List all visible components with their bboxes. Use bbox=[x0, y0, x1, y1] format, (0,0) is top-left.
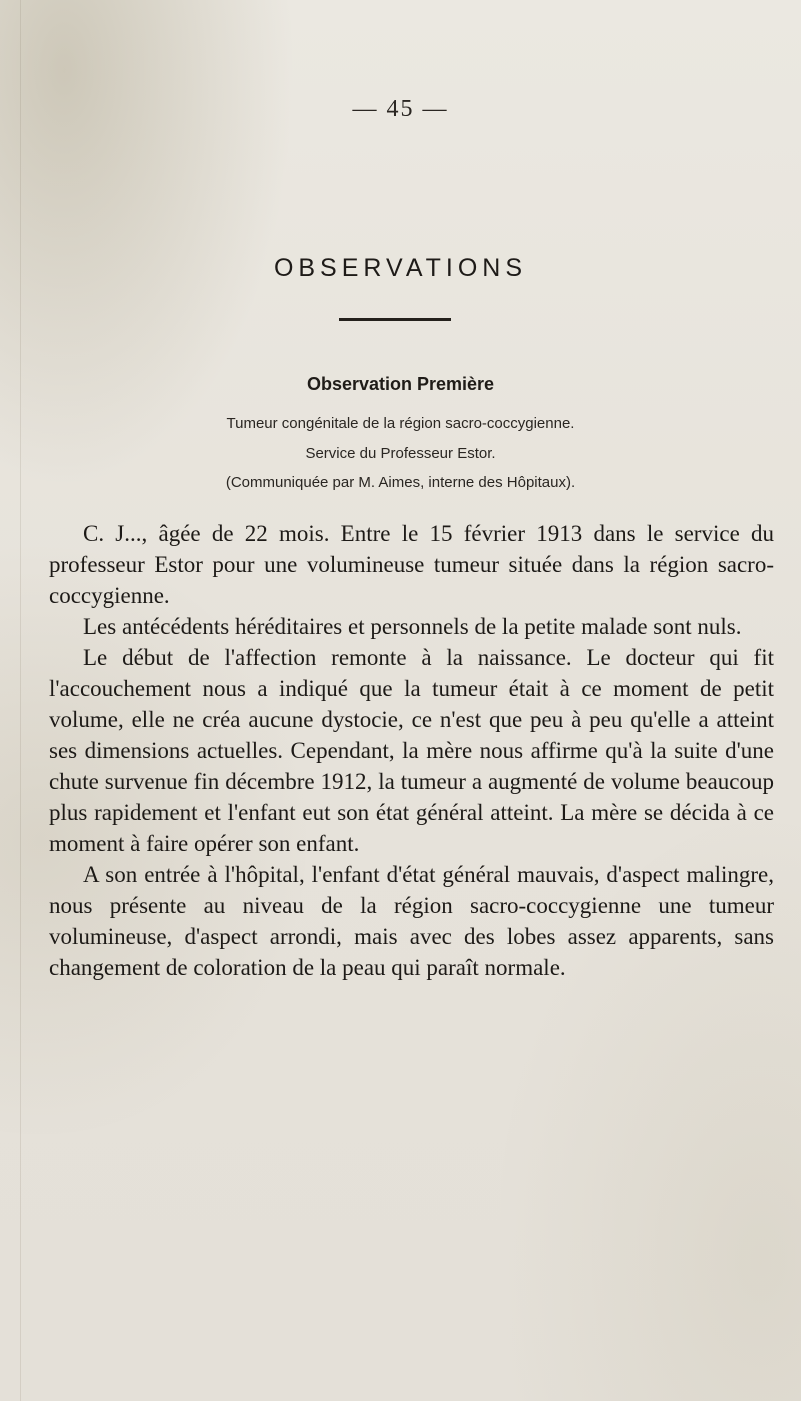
paragraph-history: Le début de l'affection remonte à la naissance. Le docteur qui fit l'accouchement nous a indiqué que la tumeur était à ce moment de petit volume, elle ne créa aucune dystocie, ce n'est que peu à peu qu'elle a atteint ses dimensions actuelles. Cependant, la mère nous affirme qu'à la suite d'une chute survenue fin décembre 1912, la tumeur a augmenté de volume beaucoup plus rapidement et l'enfant eut son état général atteint. La mère se décida à ce moment à faire opérer son enfant. bbox=[49, 645, 774, 856]
title-divider bbox=[339, 318, 451, 321]
observation-subtitle-service: Service du Professeur Estor. bbox=[305, 445, 496, 462]
observation-subtitle-diagnosis: Tumeur congénitale de la région sacro-coccygienne. bbox=[226, 415, 575, 432]
body-text bbox=[49, 518, 774, 983]
paragraph-antecedents: Les antécédents héréditaires et personnels de la petite malade sont nuls. bbox=[83, 614, 742, 639]
paragraph-examination: A son entrée à l'hôpital, l'enfant d'état général mauvais, d'aspect malingre, nous présente au niveau de la région sacro-coccygienne une tumeur volumineuse, d'aspect arrondi, mais avec des lobes assez apparents, sans changement de coloration de la peau qui paraît normale. bbox=[49, 862, 774, 980]
section-title: OBSERVATIONS bbox=[273, 254, 528, 282]
observation-title: Observation Première bbox=[306, 374, 495, 394]
paragraph-admission: C. J..., âgée de 22 mois. Entre le 15 février 1913 dans le service du professeur Estor pour une volumineuse tumeur située dans la région sacro-coccygienne. bbox=[49, 521, 774, 608]
observation-subtitle-communicated: (Communiquée par M. Aimes, interne des Hôpitaux). bbox=[225, 474, 576, 491]
page-fold-shadow bbox=[20, 0, 21, 1401]
page-number: — 45 — bbox=[352, 96, 449, 122]
